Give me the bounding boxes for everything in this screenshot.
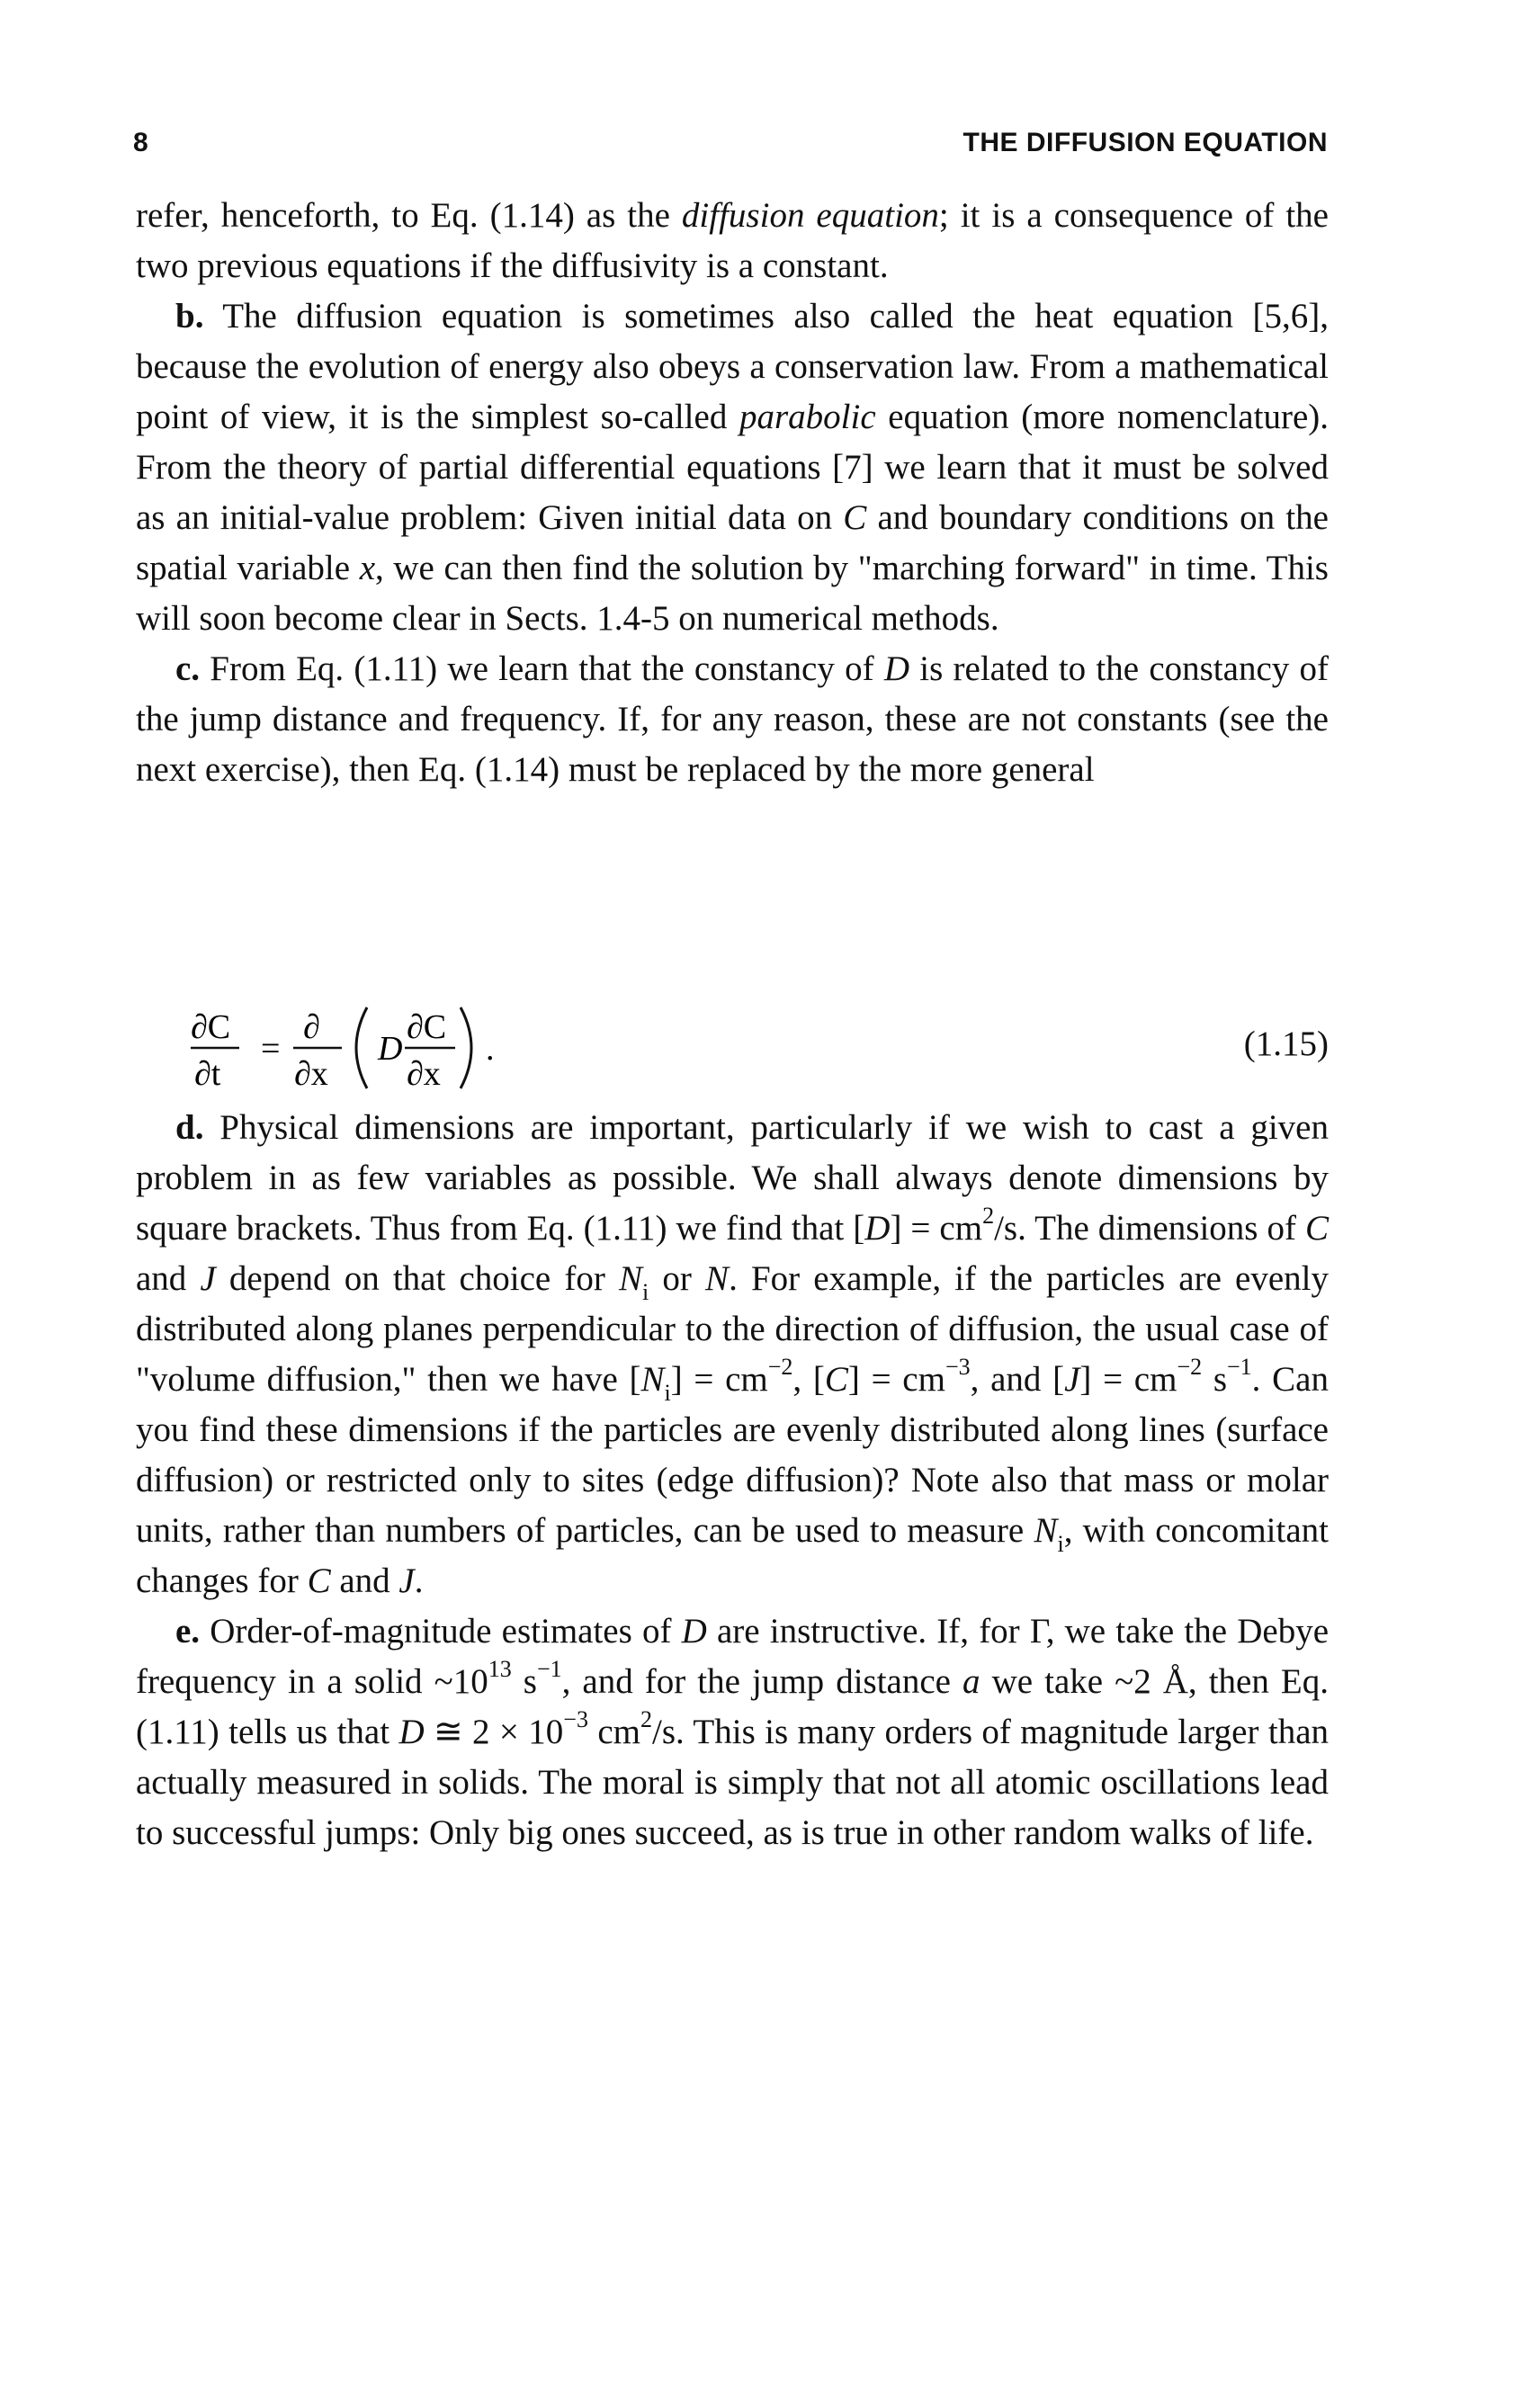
para-b-var-x: x	[359, 549, 375, 587]
para-d-var-n: N	[619, 1259, 643, 1298]
para-e-text-5: we take ~2 Å, then Eq. (1.11) tells us that	[136, 1662, 1329, 1751]
para-d-text-2: ] = cm	[890, 1209, 983, 1248]
paragraph-a	[136, 191, 1329, 291]
para-d-text-13: s	[1202, 1360, 1227, 1399]
para-d-text-12: ] = cm	[1079, 1360, 1177, 1399]
para-d-sub-1: i	[642, 1278, 649, 1305]
para-b-text-2: equation (more nomenclature). From the theory of partial differential equations [7] we learn that it must be solved as an initial-value problem: Given initial data on	[136, 398, 1329, 537]
para-d-var-n-4: N	[1034, 1511, 1058, 1550]
eq-equals-sign: =	[261, 1030, 281, 1068]
para-d-text-14: . Can you find these dimensions if the particles are evenly distributed along lines (surface diffusion) or restricted only to sites (edge diffusion)? Note also that mass or molar units, rather than numbers of particles, can be used to measure	[136, 1360, 1329, 1550]
para-d-text-17: .	[414, 1561, 424, 1600]
eq-right-paren	[461, 1007, 471, 1088]
para-d-text-10: ] = cm	[847, 1360, 945, 1399]
para-d-sup-4: −2	[1177, 1354, 1203, 1380]
para-b-emphasis-parabolic: parabolic	[739, 398, 876, 436]
equation-1-15-formula	[191, 997, 658, 1096]
para-c-text-2: is related to the constancy of the jump distance and frequency. If, for any reason, these are not constants (see the next exercise), then Eq. (1.14) must be replaced by the more general	[136, 649, 1329, 789]
para-d-text-9: , [	[792, 1360, 825, 1399]
para-e-var-a: a	[962, 1662, 980, 1701]
para-d-var-j: J	[200, 1259, 216, 1298]
eq-lhs-numerator: ∂C	[191, 1008, 231, 1046]
para-e-text-1: Order-of-magnitude estimates of	[200, 1612, 682, 1651]
running-head-title: THE DIFFUSION EQUATION	[962, 128, 1328, 157]
eq-inner-denominator: ∂x	[407, 1055, 441, 1093]
para-a-text-2: ; it is a consequence of the two previous equations if the diffusivity is a constant.	[136, 196, 1329, 285]
eq-inner-numerator: ∂C	[407, 1008, 447, 1046]
para-d-var-n-2: N	[705, 1259, 730, 1298]
para-e-text-3: s	[511, 1662, 537, 1701]
para-b-text-4: , we can then find the solution by "marching forward" in time. This will soon become clear in Sects. 1.4-5 on numerical methods.	[136, 549, 1329, 638]
para-b-label: b.	[175, 297, 204, 336]
para-c-text-1: From Eq. (1.11) we learn that the constancy of	[200, 649, 884, 688]
para-e-sup-4: 2	[640, 1706, 652, 1732]
eq-operator-denominator: ∂x	[294, 1055, 328, 1093]
para-e-sup-3: −3	[563, 1706, 588, 1732]
para-d-sup-5: −1	[1227, 1354, 1252, 1380]
paragraph-b	[136, 291, 1329, 644]
paragraph-e	[136, 1606, 1329, 1858]
para-e-sup-2: −1	[536, 1656, 562, 1682]
para-d-sub-3: i	[1057, 1530, 1064, 1557]
para-d-text-7: . For example, if the particles are evenly distributed along planes perpendicular to the direction of diffusion, the usual case of "volume diffusion," then we have [	[136, 1259, 1329, 1399]
para-d-var-c: C	[1304, 1209, 1329, 1248]
para-e-sup-1: 13	[488, 1656, 512, 1682]
para-b-text-1: The diffusion equation is sometimes also called the heat equation [5,6], because the evolution of energy also obeys a conservation law. From a mathematical point of view, it is the simplest so-called	[136, 297, 1329, 436]
para-b-var-c: C	[843, 498, 867, 537]
para-d-text-15: , with concomitant changes for	[136, 1511, 1330, 1600]
para-d-sup-2: −2	[767, 1354, 793, 1380]
para-d-var-c-3: C	[307, 1561, 331, 1600]
para-d-text-1: Physical dimensions are important, particularly if we wish to cast a given problem in as few variables as possible. We shall always denote dimensions by square brackets. Thus from Eq. (1.11) we find that [	[136, 1108, 1329, 1248]
para-d-text-6: or	[649, 1259, 706, 1298]
para-e-text-7: cm	[587, 1713, 640, 1751]
eq-inner-coefficient: D	[378, 1030, 403, 1068]
equation-number: (1.15)	[1243, 1024, 1329, 1063]
para-d-text-16: and	[330, 1561, 399, 1600]
text-block-upper	[136, 191, 1329, 795]
para-d-text-3: /s. The dimensions of	[994, 1209, 1305, 1248]
para-d-text-5: depend on that choice for	[215, 1259, 620, 1298]
para-d-text-8: ] = cm	[670, 1360, 768, 1399]
para-d-text-11: , and [	[970, 1360, 1065, 1399]
para-d-var-j-2: J	[1064, 1360, 1080, 1399]
para-d-var-n-3: N	[640, 1360, 665, 1399]
para-e-var-d-2: D	[398, 1713, 425, 1751]
eq-lhs-denominator: ∂t	[194, 1055, 221, 1093]
text-block-lower	[136, 1103, 1329, 1858]
para-e-label: e.	[175, 1612, 201, 1651]
eq-operator-numerator: ∂	[303, 1008, 320, 1046]
paragraph-d	[136, 1103, 1329, 1606]
para-d-var-c-2: C	[824, 1360, 848, 1399]
para-d-sup-1: 2	[982, 1203, 995, 1229]
para-e-text-2: are instructive. If, for Γ, we take the Debye frequency in a solid ~10	[136, 1612, 1329, 1701]
para-e-text-4: , and for the jump distance	[561, 1662, 963, 1701]
para-e-text-8: /s. This is many orders of magnitude larger than actually measured in solids. The moral is simply that not all atomic oscillations lead to successful jumps: Only big ones succeed, as is true in other random walks of life.	[136, 1713, 1329, 1852]
eq-trailing-period: .	[486, 1030, 495, 1068]
para-d-text-4: and	[136, 1259, 201, 1298]
para-e-var-d: D	[681, 1612, 707, 1651]
para-c-label: c.	[175, 649, 201, 688]
para-a-emphasis-diffusion-equation: diffusion equation	[681, 196, 939, 235]
para-d-label: d.	[175, 1108, 204, 1147]
para-b-text-3: and boundary conditions on the spatial variable	[136, 498, 1329, 587]
para-d-sup-3: −3	[945, 1354, 971, 1380]
para-c-var-d: D	[883, 649, 910, 688]
para-d-sub-2: i	[664, 1379, 671, 1406]
eq-left-paren	[356, 1007, 367, 1088]
equation-1-15	[191, 997, 1329, 1096]
page-number: 8	[133, 128, 148, 157]
para-a-text-1: refer, henceforth, to Eq. (1.14) as the	[136, 196, 682, 235]
para-d-var-j-3: J	[398, 1561, 415, 1600]
paragraph-c	[136, 644, 1329, 795]
para-d-var-d: D	[864, 1209, 891, 1248]
para-e-text-6: ≅ 2 × 10	[424, 1713, 564, 1751]
